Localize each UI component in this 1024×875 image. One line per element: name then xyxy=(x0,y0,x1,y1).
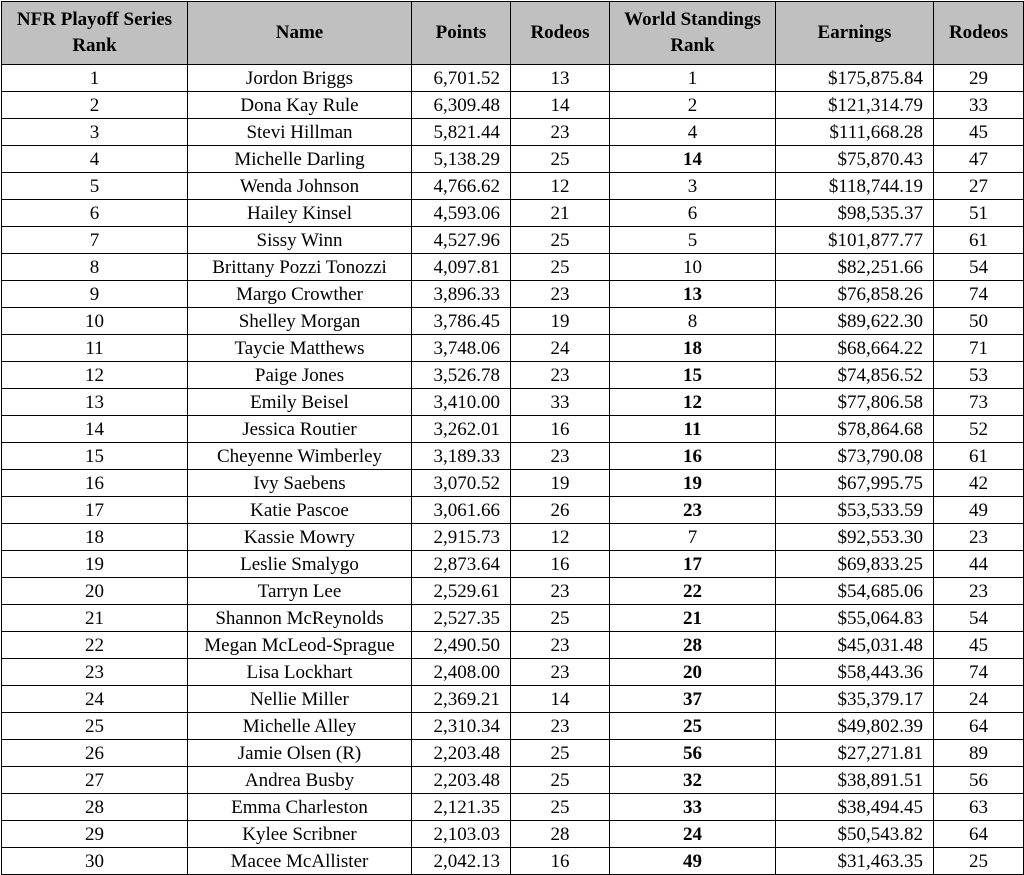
cell-name: Sissy Winn xyxy=(188,227,412,254)
cell-points: 4,097.81 xyxy=(412,254,511,281)
cell-rodeos: 25 xyxy=(511,740,610,767)
cell-rodeos: 26 xyxy=(511,497,610,524)
cell-points: 2,369.21 xyxy=(412,686,511,713)
cell-earnings: $69,833.25 xyxy=(776,551,934,578)
cell-world-rodeos: 52 xyxy=(934,416,1024,443)
cell-nfr-rank: 4 xyxy=(2,146,188,173)
cell-world-rank: 56 xyxy=(610,740,776,767)
cell-name: Stevi Hillman xyxy=(188,119,412,146)
cell-nfr-rank: 7 xyxy=(2,227,188,254)
cell-points: 3,748.06 xyxy=(412,335,511,362)
cell-world-rodeos: 44 xyxy=(934,551,1024,578)
cell-rodeos: 16 xyxy=(511,551,610,578)
table-row xyxy=(2,767,1024,794)
cell-earnings: $50,543.82 xyxy=(776,821,934,848)
cell-name: Andrea Busby xyxy=(188,767,412,794)
cell-world-rank: 16 xyxy=(610,443,776,470)
cell-earnings: $78,864.68 xyxy=(776,416,934,443)
table-row xyxy=(2,713,1024,740)
cell-world-rodeos: 54 xyxy=(934,254,1024,281)
cell-points: 2,103.03 xyxy=(412,821,511,848)
cell-nfr-rank: 9 xyxy=(2,281,188,308)
cell-rodeos: 25 xyxy=(511,146,610,173)
cell-world-rodeos: 53 xyxy=(934,362,1024,389)
cell-world-rank: 19 xyxy=(610,470,776,497)
cell-rodeos: 23 xyxy=(511,659,610,686)
cell-world-rank: 12 xyxy=(610,389,776,416)
cell-name: Jordon Briggs xyxy=(188,65,412,92)
cell-world-rank: 20 xyxy=(610,659,776,686)
cell-world-rodeos: 61 xyxy=(934,227,1024,254)
table-row xyxy=(2,227,1024,254)
cell-nfr-rank: 18 xyxy=(2,524,188,551)
table-row xyxy=(2,281,1024,308)
cell-world-rodeos: 42 xyxy=(934,470,1024,497)
table-row xyxy=(2,470,1024,497)
table-row xyxy=(2,497,1024,524)
cell-earnings: $89,622.30 xyxy=(776,308,934,335)
cell-world-rank: 7 xyxy=(610,524,776,551)
cell-world-rodeos: 45 xyxy=(934,119,1024,146)
table-row xyxy=(2,389,1024,416)
table-row xyxy=(2,740,1024,767)
cell-earnings: $53,533.59 xyxy=(776,497,934,524)
table-row xyxy=(2,362,1024,389)
cell-points: 2,873.64 xyxy=(412,551,511,578)
cell-rodeos: 25 xyxy=(511,227,610,254)
cell-world-rank: 3 xyxy=(610,173,776,200)
cell-name: Margo Crowther xyxy=(188,281,412,308)
cell-world-rodeos: 61 xyxy=(934,443,1024,470)
cell-earnings: $73,790.08 xyxy=(776,443,934,470)
standings-table xyxy=(1,1,1024,875)
cell-earnings: $31,463.35 xyxy=(776,848,934,875)
table-row xyxy=(2,605,1024,632)
cell-earnings: $101,877.77 xyxy=(776,227,934,254)
cell-world-rank: 23 xyxy=(610,497,776,524)
table-row xyxy=(2,146,1024,173)
cell-name: Michelle Darling xyxy=(188,146,412,173)
table-row xyxy=(2,821,1024,848)
table-row xyxy=(2,794,1024,821)
cell-name: Tarryn Lee xyxy=(188,578,412,605)
cell-rodeos: 12 xyxy=(511,524,610,551)
cell-points: 4,527.96 xyxy=(412,227,511,254)
cell-nfr-rank: 21 xyxy=(2,605,188,632)
cell-points: 3,070.52 xyxy=(412,470,511,497)
table-row xyxy=(2,416,1024,443)
cell-world-rodeos: 64 xyxy=(934,821,1024,848)
cell-world-rank: 21 xyxy=(610,605,776,632)
cell-nfr-rank: 19 xyxy=(2,551,188,578)
cell-rodeos: 14 xyxy=(511,686,610,713)
header-world-rank: World Standings Rank xyxy=(610,2,776,65)
cell-world-rank: 24 xyxy=(610,821,776,848)
cell-nfr-rank: 3 xyxy=(2,119,188,146)
cell-points: 2,121.35 xyxy=(412,794,511,821)
cell-nfr-rank: 12 xyxy=(2,362,188,389)
cell-world-rank: 5 xyxy=(610,227,776,254)
header-world-rodeos: Rodeos xyxy=(934,2,1024,65)
cell-world-rank: 33 xyxy=(610,794,776,821)
cell-world-rodeos: 74 xyxy=(934,281,1024,308)
cell-nfr-rank: 13 xyxy=(2,389,188,416)
cell-earnings: $92,553.30 xyxy=(776,524,934,551)
cell-name: Hailey Kinsel xyxy=(188,200,412,227)
cell-name: Kylee Scribner xyxy=(188,821,412,848)
cell-rodeos: 25 xyxy=(511,605,610,632)
cell-earnings: $68,664.22 xyxy=(776,335,934,362)
cell-earnings: $27,271.81 xyxy=(776,740,934,767)
table-row xyxy=(2,335,1024,362)
cell-nfr-rank: 1 xyxy=(2,65,188,92)
table-row xyxy=(2,173,1024,200)
cell-points: 2,203.48 xyxy=(412,740,511,767)
cell-world-rank: 17 xyxy=(610,551,776,578)
cell-world-rodeos: 89 xyxy=(934,740,1024,767)
cell-world-rodeos: 56 xyxy=(934,767,1024,794)
cell-name: Lisa Lockhart xyxy=(188,659,412,686)
cell-rodeos: 14 xyxy=(511,92,610,119)
table-row xyxy=(2,254,1024,281)
table-row xyxy=(2,578,1024,605)
cell-world-rodeos: 74 xyxy=(934,659,1024,686)
cell-world-rodeos: 64 xyxy=(934,713,1024,740)
cell-rodeos: 23 xyxy=(511,632,610,659)
cell-world-rodeos: 47 xyxy=(934,146,1024,173)
cell-nfr-rank: 16 xyxy=(2,470,188,497)
cell-points: 3,410.00 xyxy=(412,389,511,416)
table-row xyxy=(2,92,1024,119)
cell-nfr-rank: 8 xyxy=(2,254,188,281)
cell-points: 3,896.33 xyxy=(412,281,511,308)
cell-name: Nellie Miller xyxy=(188,686,412,713)
cell-nfr-rank: 24 xyxy=(2,686,188,713)
cell-name: Brittany Pozzi Tonozzi xyxy=(188,254,412,281)
cell-rodeos: 21 xyxy=(511,200,610,227)
table-row xyxy=(2,659,1024,686)
cell-name: Katie Pascoe xyxy=(188,497,412,524)
cell-rodeos: 25 xyxy=(511,794,610,821)
cell-name: Paige Jones xyxy=(188,362,412,389)
cell-rodeos: 23 xyxy=(511,119,610,146)
cell-world-rank: 13 xyxy=(610,281,776,308)
cell-points: 6,309.48 xyxy=(412,92,511,119)
cell-earnings: $35,379.17 xyxy=(776,686,934,713)
cell-earnings: $77,806.58 xyxy=(776,389,934,416)
cell-points: 6,701.52 xyxy=(412,65,511,92)
table-row xyxy=(2,632,1024,659)
cell-name: Wenda Johnson xyxy=(188,173,412,200)
cell-nfr-rank: 27 xyxy=(2,767,188,794)
cell-world-rank: 2 xyxy=(610,92,776,119)
table-row xyxy=(2,119,1024,146)
cell-world-rodeos: 71 xyxy=(934,335,1024,362)
cell-name: Dona Kay Rule xyxy=(188,92,412,119)
cell-name: Kassie Mowry xyxy=(188,524,412,551)
cell-earnings: $38,891.51 xyxy=(776,767,934,794)
cell-nfr-rank: 23 xyxy=(2,659,188,686)
cell-rodeos: 16 xyxy=(511,416,610,443)
cell-world-rodeos: 45 xyxy=(934,632,1024,659)
cell-earnings: $45,031.48 xyxy=(776,632,934,659)
cell-world-rank: 18 xyxy=(610,335,776,362)
cell-name: Taycie Matthews xyxy=(188,335,412,362)
cell-name: Shannon McReynolds xyxy=(188,605,412,632)
cell-nfr-rank: 20 xyxy=(2,578,188,605)
cell-nfr-rank: 28 xyxy=(2,794,188,821)
cell-name: Jessica Routier xyxy=(188,416,412,443)
cell-points: 4,593.06 xyxy=(412,200,511,227)
cell-rodeos: 23 xyxy=(511,713,610,740)
cell-rodeos: 25 xyxy=(511,254,610,281)
cell-points: 3,526.78 xyxy=(412,362,511,389)
cell-rodeos: 23 xyxy=(511,578,610,605)
cell-world-rodeos: 23 xyxy=(934,524,1024,551)
cell-rodeos: 16 xyxy=(511,848,610,875)
cell-world-rank: 4 xyxy=(610,119,776,146)
cell-earnings: $98,535.37 xyxy=(776,200,934,227)
cell-earnings: $58,443.36 xyxy=(776,659,934,686)
cell-points: 3,061.66 xyxy=(412,497,511,524)
table-row xyxy=(2,524,1024,551)
cell-earnings: $38,494.45 xyxy=(776,794,934,821)
cell-points: 3,262.01 xyxy=(412,416,511,443)
cell-world-rank: 8 xyxy=(610,308,776,335)
table-row xyxy=(2,551,1024,578)
cell-world-rodeos: 54 xyxy=(934,605,1024,632)
cell-world-rank: 15 xyxy=(610,362,776,389)
table-row xyxy=(2,65,1024,92)
cell-name: Jamie Olsen (R) xyxy=(188,740,412,767)
cell-world-rank: 1 xyxy=(610,65,776,92)
cell-points: 2,527.35 xyxy=(412,605,511,632)
cell-points: 2,915.73 xyxy=(412,524,511,551)
cell-rodeos: 25 xyxy=(511,767,610,794)
cell-world-rodeos: 73 xyxy=(934,389,1024,416)
cell-world-rank: 28 xyxy=(610,632,776,659)
cell-rodeos: 24 xyxy=(511,335,610,362)
cell-world-rodeos: 29 xyxy=(934,65,1024,92)
cell-nfr-rank: 11 xyxy=(2,335,188,362)
cell-world-rank: 49 xyxy=(610,848,776,875)
table-row xyxy=(2,443,1024,470)
cell-points: 2,203.48 xyxy=(412,767,511,794)
cell-points: 2,042.13 xyxy=(412,848,511,875)
cell-earnings: $54,685.06 xyxy=(776,578,934,605)
cell-points: 2,408.00 xyxy=(412,659,511,686)
cell-rodeos: 19 xyxy=(511,308,610,335)
cell-earnings: $74,856.52 xyxy=(776,362,934,389)
cell-world-rodeos: 50 xyxy=(934,308,1024,335)
table-row xyxy=(2,848,1024,875)
cell-world-rodeos: 51 xyxy=(934,200,1024,227)
cell-world-rodeos: 25 xyxy=(934,848,1024,875)
cell-earnings: $111,668.28 xyxy=(776,119,934,146)
header-row xyxy=(2,2,1024,65)
cell-rodeos: 19 xyxy=(511,470,610,497)
cell-nfr-rank: 25 xyxy=(2,713,188,740)
cell-earnings: $55,064.83 xyxy=(776,605,934,632)
cell-name: Leslie Smalygo xyxy=(188,551,412,578)
cell-name: Shelley Morgan xyxy=(188,308,412,335)
cell-points: 5,138.29 xyxy=(412,146,511,173)
cell-nfr-rank: 15 xyxy=(2,443,188,470)
cell-rodeos: 12 xyxy=(511,173,610,200)
header-rodeos: Rodeos xyxy=(511,2,610,65)
cell-earnings: $76,858.26 xyxy=(776,281,934,308)
cell-world-rank: 10 xyxy=(610,254,776,281)
cell-world-rodeos: 33 xyxy=(934,92,1024,119)
cell-world-rank: 14 xyxy=(610,146,776,173)
cell-world-rodeos: 27 xyxy=(934,173,1024,200)
cell-rodeos: 23 xyxy=(511,362,610,389)
cell-world-rodeos: 49 xyxy=(934,497,1024,524)
header-points: Points xyxy=(412,2,511,65)
cell-world-rank: 6 xyxy=(610,200,776,227)
cell-points: 3,786.45 xyxy=(412,308,511,335)
cell-world-rank: 22 xyxy=(610,578,776,605)
cell-world-rank: 32 xyxy=(610,767,776,794)
cell-earnings: $121,314.79 xyxy=(776,92,934,119)
table-row xyxy=(2,308,1024,335)
cell-earnings: $118,744.19 xyxy=(776,173,934,200)
cell-points: 4,766.62 xyxy=(412,173,511,200)
cell-points: 2,529.61 xyxy=(412,578,511,605)
cell-earnings: $82,251.66 xyxy=(776,254,934,281)
cell-name: Cheyenne Wimberley xyxy=(188,443,412,470)
cell-world-rank: 37 xyxy=(610,686,776,713)
cell-points: 2,310.34 xyxy=(412,713,511,740)
cell-nfr-rank: 22 xyxy=(2,632,188,659)
cell-name: Macee McAllister xyxy=(188,848,412,875)
cell-rodeos: 23 xyxy=(511,443,610,470)
cell-world-rodeos: 63 xyxy=(934,794,1024,821)
cell-nfr-rank: 26 xyxy=(2,740,188,767)
cell-points: 2,490.50 xyxy=(412,632,511,659)
cell-earnings: $67,995.75 xyxy=(776,470,934,497)
cell-name: Emma Charleston xyxy=(188,794,412,821)
table-row xyxy=(2,200,1024,227)
cell-nfr-rank: 30 xyxy=(2,848,188,875)
cell-rodeos: 28 xyxy=(511,821,610,848)
header-earnings: Earnings xyxy=(776,2,934,65)
table-row xyxy=(2,686,1024,713)
cell-name: Ivy Saebens xyxy=(188,470,412,497)
cell-earnings: $75,870.43 xyxy=(776,146,934,173)
cell-nfr-rank: 2 xyxy=(2,92,188,119)
cell-nfr-rank: 29 xyxy=(2,821,188,848)
cell-earnings: $175,875.84 xyxy=(776,65,934,92)
header-name: Name xyxy=(188,2,412,65)
cell-name: Michelle Alley xyxy=(188,713,412,740)
table-body xyxy=(2,65,1024,875)
cell-name: Megan McLeod-Sprague xyxy=(188,632,412,659)
cell-rodeos: 23 xyxy=(511,281,610,308)
cell-points: 5,821.44 xyxy=(412,119,511,146)
cell-world-rank: 25 xyxy=(610,713,776,740)
cell-rodeos: 13 xyxy=(511,65,610,92)
cell-earnings: $49,802.39 xyxy=(776,713,934,740)
cell-world-rodeos: 24 xyxy=(934,686,1024,713)
cell-nfr-rank: 14 xyxy=(2,416,188,443)
cell-nfr-rank: 10 xyxy=(2,308,188,335)
cell-world-rodeos: 23 xyxy=(934,578,1024,605)
cell-rodeos: 33 xyxy=(511,389,610,416)
cell-points: 3,189.33 xyxy=(412,443,511,470)
cell-nfr-rank: 5 xyxy=(2,173,188,200)
cell-nfr-rank: 17 xyxy=(2,497,188,524)
cell-name: Emily Beisel xyxy=(188,389,412,416)
cell-world-rank: 11 xyxy=(610,416,776,443)
header-nfr-rank: NFR Playoff Series Rank xyxy=(2,2,188,65)
cell-nfr-rank: 6 xyxy=(2,200,188,227)
